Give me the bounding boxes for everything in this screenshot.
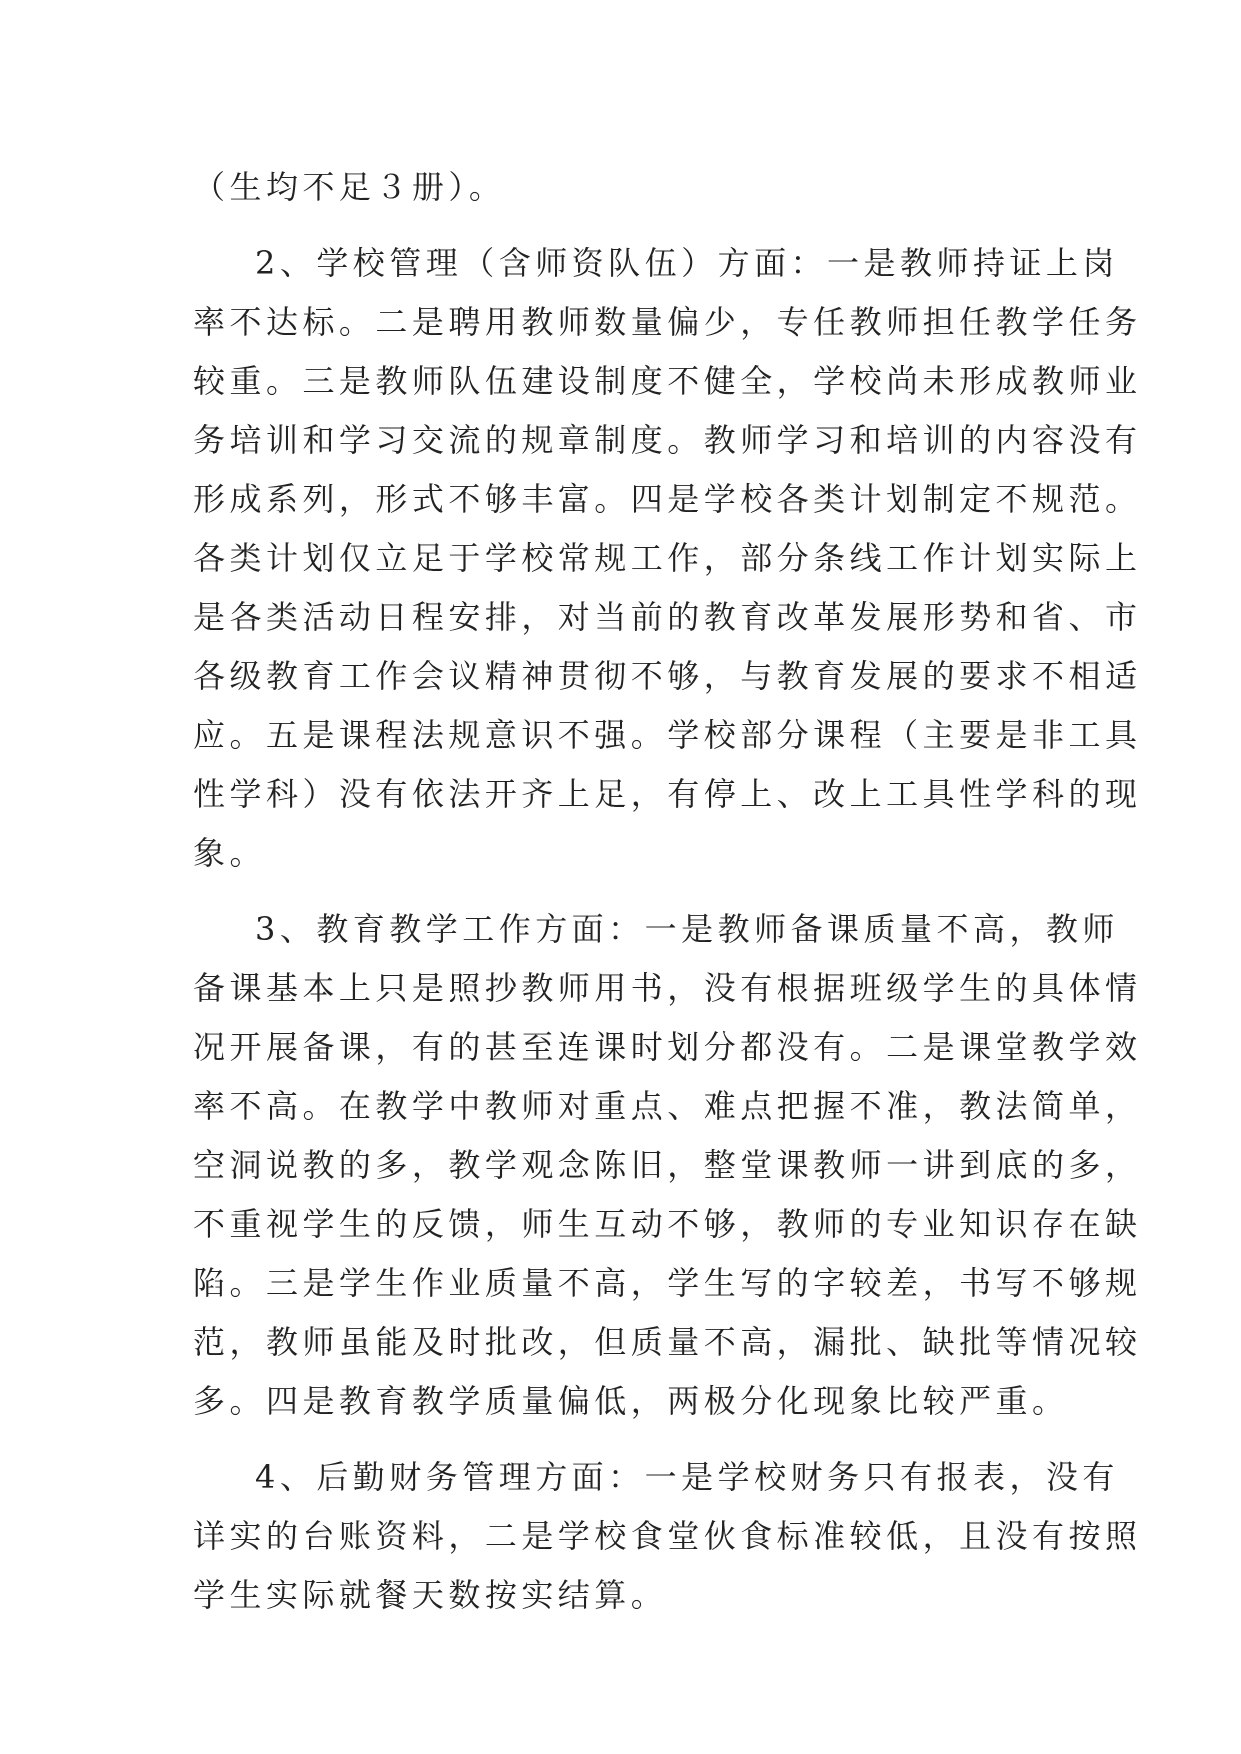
- paragraph-4: [193, 1448, 1142, 1625]
- text-line: 性学科）没有依法开齐上足，有停上、改上工具性学科的现: [193, 775, 1142, 813]
- text-line: 率不高。在教学中教师对重点、难点把握不准，教法简单，: [193, 1087, 1142, 1125]
- text-line: 务培训和学习交流的规章制度。教师学习和培训的内容没有: [193, 421, 1142, 459]
- text-line: 率不达标。二是聘用教师数量偏少，专任教师担任教学任务: [193, 303, 1142, 341]
- text-line: 应。五是课程法规意识不强。学校部分课程（主要是非工具: [193, 716, 1142, 754]
- text-line: 4、后勤财务管理方面：一是学校财务只有报表，没有: [255, 1458, 1119, 1496]
- text-line: 3、教育教学工作方面：一是教师备课质量不高，教师: [255, 910, 1119, 948]
- text-line: 陷。三是学生作业质量不高，学生写的字较差，书写不够规: [193, 1264, 1142, 1302]
- text-line: 况开展备课，有的甚至连课时划分都没有。二是课堂教学效: [193, 1028, 1142, 1066]
- text-line: 范，教师虽能及时批改，但质量不高，漏批、缺批等情况较: [193, 1323, 1142, 1361]
- text-line: （生均不足３册）。: [193, 168, 506, 206]
- paragraph-3: [193, 900, 1142, 1431]
- text-line: 象。: [193, 834, 266, 872]
- text-line: 较重。三是教师队伍建设制度不健全，学校尚未形成教师业: [193, 362, 1142, 400]
- paragraph-spacing: [193, 217, 1093, 234]
- text-line: 不重视学生的反馈，师生互动不够，教师的专业知识存在缺: [193, 1205, 1142, 1243]
- text-line: 2、学校管理（含师资队伍）方面：一是教师持证上岗: [255, 244, 1119, 282]
- text-line: 多。四是教育教学质量偏低，两极分化现象比较严重。: [193, 1382, 1069, 1420]
- body-text: [193, 158, 1142, 1625]
- text-line: 学生实际就餐天数按实结算。: [193, 1576, 668, 1614]
- text-line: 是各类活动日程安排，对当前的教育改革发展形势和省、市: [193, 598, 1142, 636]
- text-line: 形成系列，形式不够丰富。四是学校各类计划制定不规范。: [193, 480, 1142, 518]
- text-line: 空洞说教的多，教学观念陈旧，整堂课教师一讲到底的多，: [193, 1146, 1142, 1184]
- text-line: 各类计划仅立足于学校常规工作，部分条线工作计划实际上: [193, 539, 1142, 577]
- paragraph-spacing: [193, 1431, 1093, 1448]
- paragraph-spacing: [193, 883, 1093, 900]
- paragraph-1: [193, 158, 1093, 217]
- text-line: 详实的台账资料，二是学校食堂伙食标准较低，且没有按照: [193, 1517, 1142, 1555]
- text-line: 备课基本上只是照抄教师用书，没有根据班级学生的具体情: [193, 969, 1142, 1007]
- paragraph-2: [193, 234, 1142, 883]
- text-line: 各级教育工作会议精神贯彻不够，与教育发展的要求不相适: [193, 657, 1142, 695]
